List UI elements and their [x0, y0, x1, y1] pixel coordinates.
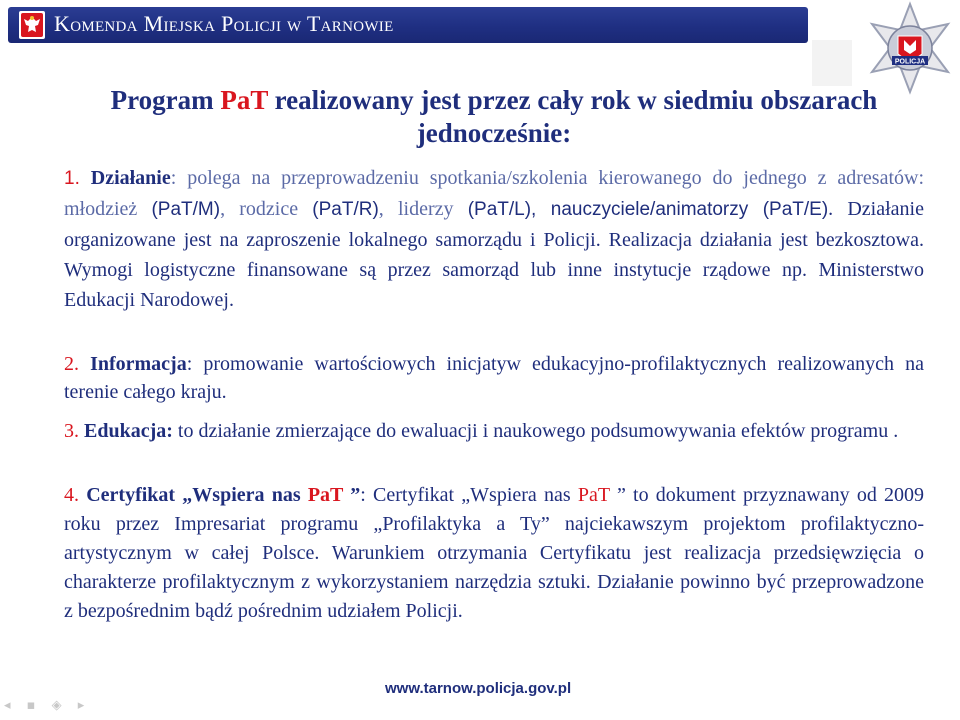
header-title: Komenda Miejska Policji w Tarnowie [54, 11, 394, 36]
item-3-label: Edukacja: [84, 420, 173, 442]
item-3-number: 3. [64, 420, 79, 442]
slide-nav-icons: ◂ ▪ ◈ ▸ [4, 698, 91, 713]
police-star-logo-icon [862, 0, 958, 96]
paragraph-item-3: 3. Edukacja: to działanie zmierzające do ewaluacji i naukowego podsumowywania efektów programu . [64, 420, 899, 442]
item-2-label: Informacja [90, 353, 187, 375]
paragraph-item-1: 1. Działanie: polega na przeprowadzeniu spotkania/szkolenia kierowanego do jednego z adresatów: młodzież (PaT/M), rodzice (PaT/R), liderzy (PaT/L), nauczyciele/animatorzy (PaT/E). Działanie organizowane jest na zaproszenie lokalnego samorządu i Policji. Realizacja działania jest bezkosztowa. Wymogi logistyczne finansowane są przez samorząd lub inne instytucje rządowe np. Ministerstwo Edukacji Narodowej. [64, 167, 925, 311]
paragraph-item-2: 2. Informacja: promowanie wartościowych inicjatyw edukacyjno-profilaktycznych realizowanych na terenie całego kraju. [64, 353, 924, 403]
footer-url[interactable]: www.tarnow.policja.gov.pl [385, 680, 572, 697]
slide-title: Program PaT realizowany jest przez cały rok w siedmiu obszarach jednocześnie: [110, 85, 878, 148]
item-4-label: Certyfikat „Wspiera nas PaT ” [86, 484, 361, 506]
item-1-number: 1. [64, 168, 80, 189]
logo-shadow [812, 40, 852, 86]
header-bar [8, 7, 808, 43]
paragraph-item-4: 4. Certyfikat „Wspiera nas PaT ”: Certyfikat „Wspiera nas PaT ” to dokument przyznawany od 2009 roku przez Impresariat programu „Profilaktyka a Ty” najciekawszym projektom profilaktyczno-artystycznym w całej Polsce. Warunkiem otrzymania Certyfikatu jest realizacja przedsięwzięcia o charakterze profilaktycznym z wykorzystaniem narzędzia sztuki. Działanie powinno być przeprowadzone z bezpośrednim bądź pośrednim udziałem Policji. [64, 484, 925, 622]
police-logo-text: POLICJA [894, 58, 926, 66]
item-1-label: Działanie [90, 167, 171, 189]
item-2-number: 2. [64, 353, 79, 375]
polish-eagle-emblem-icon [18, 10, 46, 40]
item-4-number: 4. [64, 484, 79, 506]
